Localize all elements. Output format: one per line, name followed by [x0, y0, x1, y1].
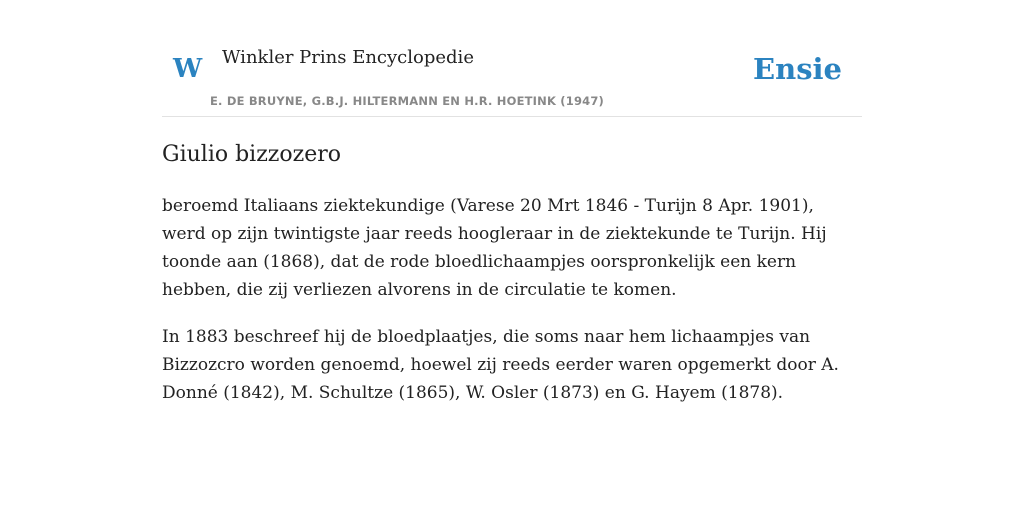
article-paragraph: In 1883 beschreef hij de bloedplaatjes, die soms naar hem lichaampjes van Bizzozcro worden genoemd, hoewel zij reeds eerder waren opgemerkt door A. Donné (1842), M. Schultze (1865), W. Osler (1873) en G. Hayem (1878). — [162, 327, 839, 403]
article-body — [162, 192, 862, 426]
article-title: Giulio bizzozero — [162, 142, 342, 167]
article-paragraph: beroemd Italiaans ziektekundige (Varese 20 Mrt 1846 - Turijn 8 Apr. 1901), werd op zijn twintigste jaar reeds hoogleraar in de ziektekunde te Turijn. Hij toonde aan (1868), dat de rode bloedlichaampjes oorspronkelijk een kern hebben, die zij verliezen alvorens in de circulatie te komen. — [162, 196, 827, 300]
brand-logo[interactable]: Ensie — [753, 52, 842, 86]
page — [162, 0, 862, 512]
source-title[interactable]: Winkler Prins Encyclopedie — [222, 47, 474, 68]
source-logo-icon[interactable]: W — [173, 54, 203, 84]
header — [162, 0, 862, 117]
source-authors: E. DE BRUYNE, G.B.J. HILTERMANN EN H.R. HOETINK (1947) — [210, 94, 605, 108]
